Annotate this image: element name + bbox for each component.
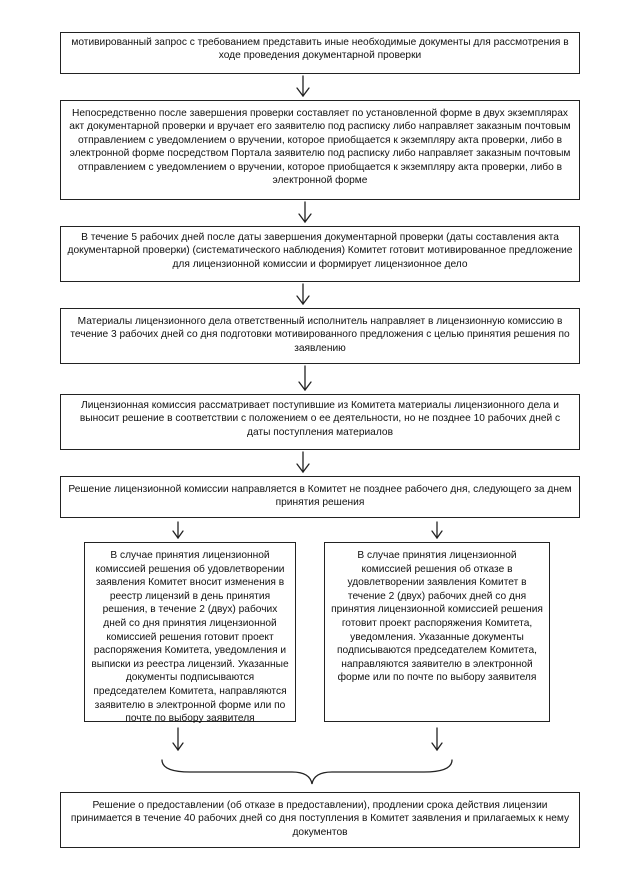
arrow-down-from-left-branch: [173, 728, 183, 750]
merge-brace: [162, 760, 452, 784]
step-final-decision-text: Решение о предоставлении (об отказе в предоставлении), продлении срока действия лицензии принимается в течение 40 рабочих дней со дня поступления в Комитет заявления и прилагаемых к нему документов: [70, 800, 570, 838]
step-send-to-commission-text: Материалы лицензионного дела ответственный исполнитель направляет в лицензионную комиссию в течение 3 рабочих дней со дня подготовки мотивированного предложения с целью принятия решения по заявлению: [70, 316, 570, 354]
arrow-down-left-branch: [173, 522, 183, 538]
branch-approve-text: В случае принятия лицензионной комиссией решения об удовлетворении заявления Комитет вносит изменения в реестр лицензий в день принятия решения, в течение 2 (двух) рабочих дней со дня принятия лицензионной комиссией решения готовит проект распоряжения Комитета, уведомления и выписки из реестра лицензий. Указанные документы подписываются председателем Комитета, направляются заявителю в электронной форме или по почте по выбору заявителя: [91, 550, 289, 725]
arrow-down-5: [297, 452, 309, 472]
arrow-down-1: [297, 76, 309, 96]
arrow-down-from-right-branch: [432, 728, 442, 750]
step-commission-review-text: Лицензионная комиссия рассматривает поступившие из Комитета материалы лицензионного дела и выносит решение в соответствии с положением о ее деятельности, но не позднее 10 рабочих дней с даты поступления материалов: [79, 400, 561, 438]
step-request-documents-text: мотивированный запрос с требованием представить иные необходимые документы для рассмотрения в ходе проведения документарной проверки: [71, 37, 569, 62]
arrow-down-2: [299, 202, 311, 222]
arrow-down-right-branch: [432, 522, 442, 538]
arrow-down-4: [299, 366, 311, 390]
arrow-down-3: [297, 284, 309, 304]
branch-reject-text: В случае принятия лицензионной комиссией решения об отказе в удовлетворении заявления Комитет в течение 2 (двух) рабочих дней со дня принятия лицензионной комиссией решения готовит проект распоряжения Комитета, уведомления. Указанные документы подписываются председателем Комитета, направляются заявителю в электронной форме или по почте по выбору заявителя: [331, 550, 543, 684]
step-motivated-proposal-text: В течение 5 рабочих дней после даты завершения документарной проверки (даты составления акта документарной проверки) (систематического наблюдения) Комитет готовит мотивированное предложение для лицензионной комиссии и формирует лицензионное дело: [67, 232, 573, 270]
step-inspection-act-text: Непосредственно после завершения проверки составляет по установленной форме в двух экземплярах акт документарной проверки и вручает его заявителю под расписку либо направляет заказным почтовым отправлением с уведомлением о вручении, которое приобщается к экземпляру акта проверки, либо в электронной форме посредством Портала заявителю под расписку либо направляет заказным почтовым отправлением с уведомлением о вручении, которое приобщается к экземпляру акта проверки, либо в электронной форме: [69, 108, 571, 187]
step-decision-sent-text: Решение лицензионной комиссии направляется в Комитет не позднее рабочего дня, следующего за днем принятия решения: [68, 484, 572, 509]
